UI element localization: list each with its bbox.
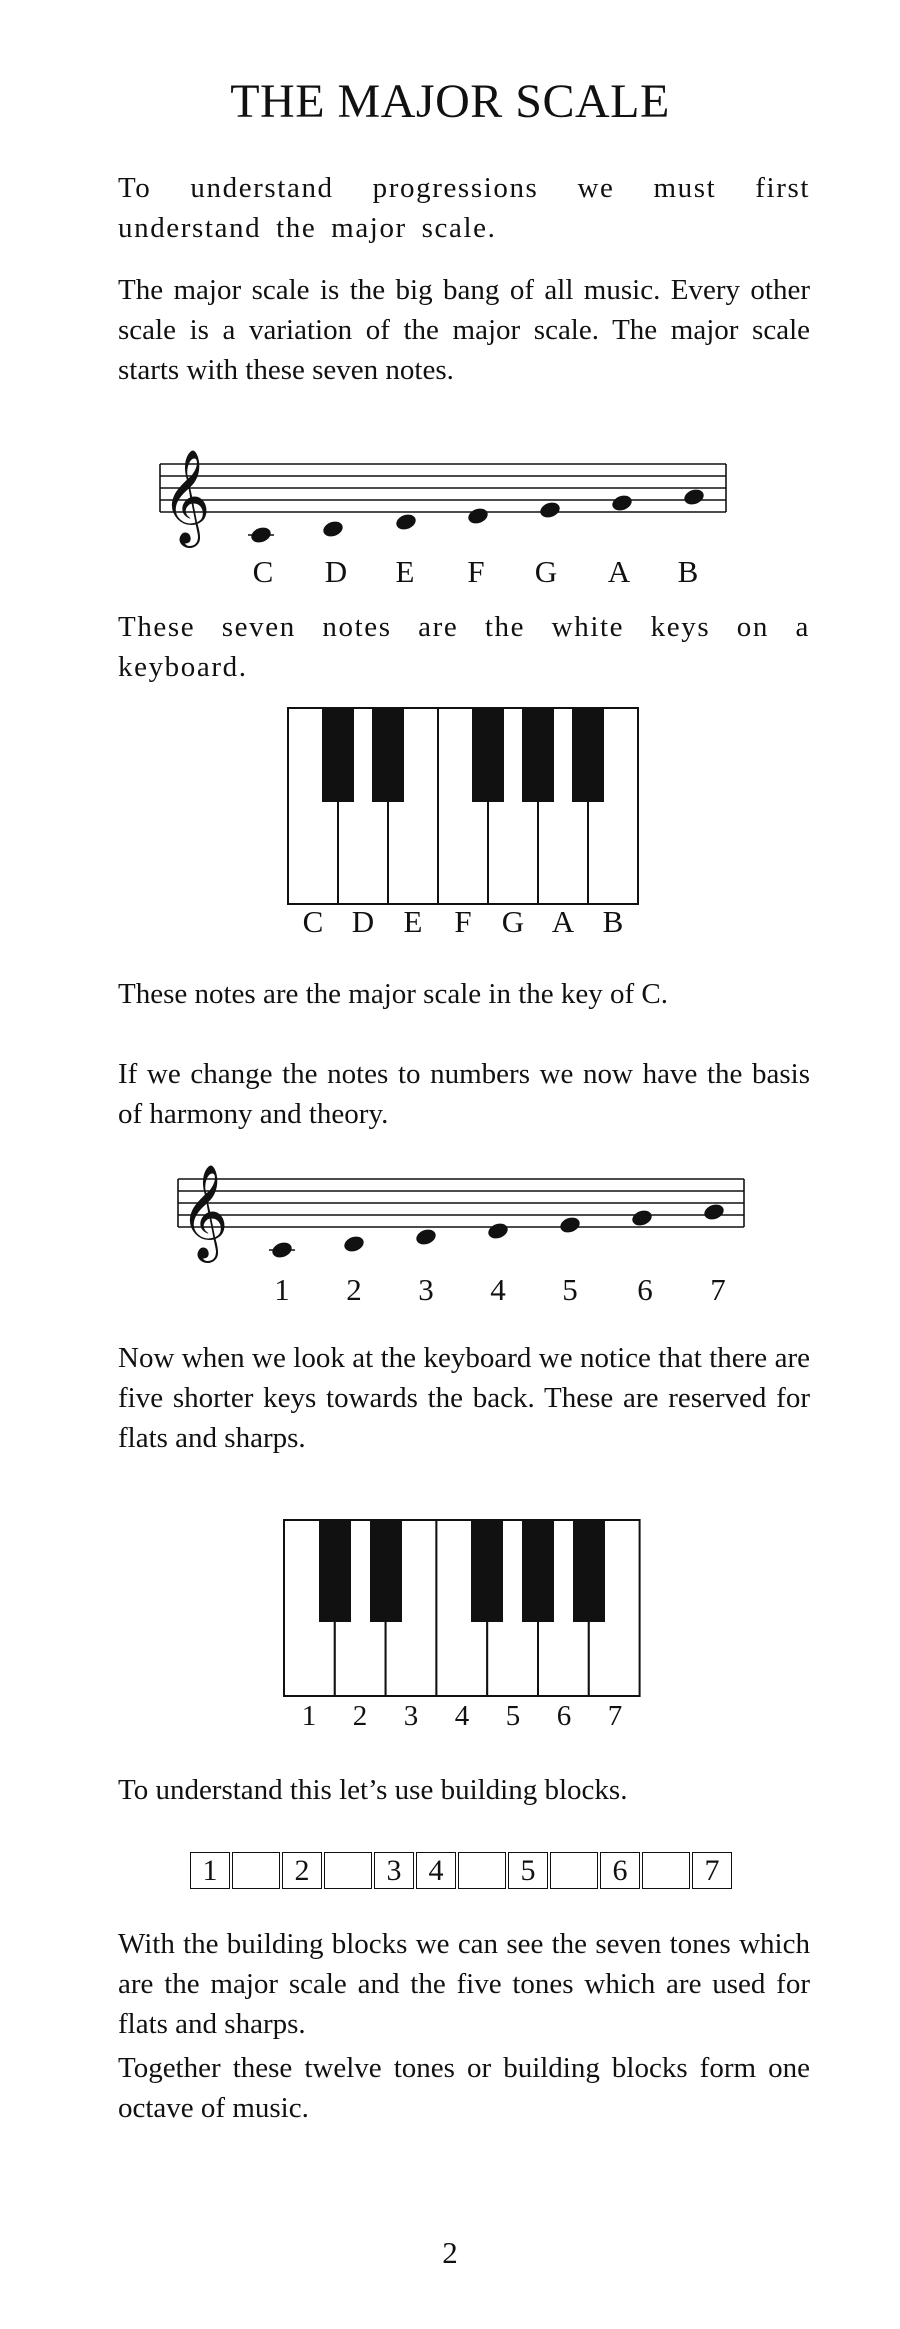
- key-label: A: [551, 904, 575, 939]
- building-block: 2: [282, 1852, 322, 1889]
- building-block: 3: [374, 1852, 414, 1889]
- building-blocks-intro: To understand this let’s use building blocks.: [118, 1774, 628, 1806]
- note-label: B: [677, 554, 699, 589]
- note-label: C: [252, 554, 274, 589]
- key-label: C: [302, 904, 324, 939]
- staff-notes-numbers: [178, 1155, 748, 1275]
- key-label: E: [403, 904, 423, 939]
- note-label: D: [324, 554, 348, 589]
- key-number: 4: [454, 1700, 470, 1732]
- building-block: 7: [692, 1852, 732, 1889]
- key-number: 5: [505, 1700, 521, 1732]
- building-block: [324, 1852, 372, 1889]
- scale-number: 2: [346, 1272, 362, 1307]
- keyboard-diagram-numbers: [284, 1520, 640, 1700]
- key-label: G: [501, 904, 525, 939]
- building-block: 5: [508, 1852, 548, 1889]
- page-number: 2: [442, 2235, 458, 2270]
- treble-clef-icon: 𝄞: [162, 449, 211, 544]
- key-number: 3: [403, 1700, 419, 1732]
- key-label: B: [602, 904, 624, 939]
- key-number: 2: [352, 1700, 368, 1732]
- scale-number: 1: [274, 1272, 290, 1307]
- blocks-explanation-paragraph: With the building blocks we can see the seven tones which are the major scale and the five tones which are used for flats and sharps.: [118, 1928, 810, 2040]
- scale-number: 4: [490, 1272, 506, 1307]
- building-block: [642, 1852, 690, 1889]
- building-block: 6: [600, 1852, 640, 1889]
- intro-paragraph: To understand progressions we must first understand the major scale.: [118, 172, 810, 244]
- scale-number: 3: [418, 1272, 434, 1307]
- note-label: E: [395, 554, 415, 589]
- octave-paragraph: Together these twelve tones or building blocks form one octave of music.: [118, 2052, 810, 2124]
- key-of-c-paragraph: These notes are the major scale in the key of C.: [118, 978, 668, 1010]
- black-keys-paragraph: Now when we look at the keyboard we notice that there are five shorter keys towards the back. These are reserved for flats and sharps.: [118, 1342, 810, 1454]
- scale-number: 5: [562, 1272, 578, 1307]
- note-label: G: [534, 554, 558, 589]
- key-label: D: [351, 904, 375, 939]
- note-label: A: [607, 554, 631, 589]
- building-blocks-row: [190, 1852, 734, 1889]
- key-number: 7: [607, 1700, 623, 1732]
- note-label: F: [467, 554, 485, 589]
- building-block: 4: [416, 1852, 456, 1889]
- building-block: [550, 1852, 598, 1889]
- scale-number: 6: [637, 1272, 653, 1307]
- building-block: [232, 1852, 280, 1889]
- numbers-paragraph: If we change the notes to numbers we now have the basis of harmony and theory.: [118, 1058, 810, 1130]
- key-number: 6: [556, 1700, 572, 1732]
- key-label: F: [454, 904, 472, 939]
- white-keys-paragraph: These seven notes are the white keys on a keyboard.: [118, 611, 810, 683]
- staff-notes-letters: [160, 440, 730, 560]
- key-number: 1: [301, 1700, 317, 1732]
- building-block: 1: [190, 1852, 230, 1889]
- building-block: [458, 1852, 506, 1889]
- scale-number: 7: [710, 1272, 726, 1307]
- big-bang-paragraph: The major scale is the big bang of all music. Every other scale is a variation of the major scale. The major scale starts with these seven notes.: [118, 274, 810, 386]
- page-title: THE MAJOR SCALE: [230, 75, 670, 128]
- treble-clef-icon: 𝄞: [180, 1164, 229, 1259]
- keyboard-diagram-letters: [288, 708, 638, 908]
